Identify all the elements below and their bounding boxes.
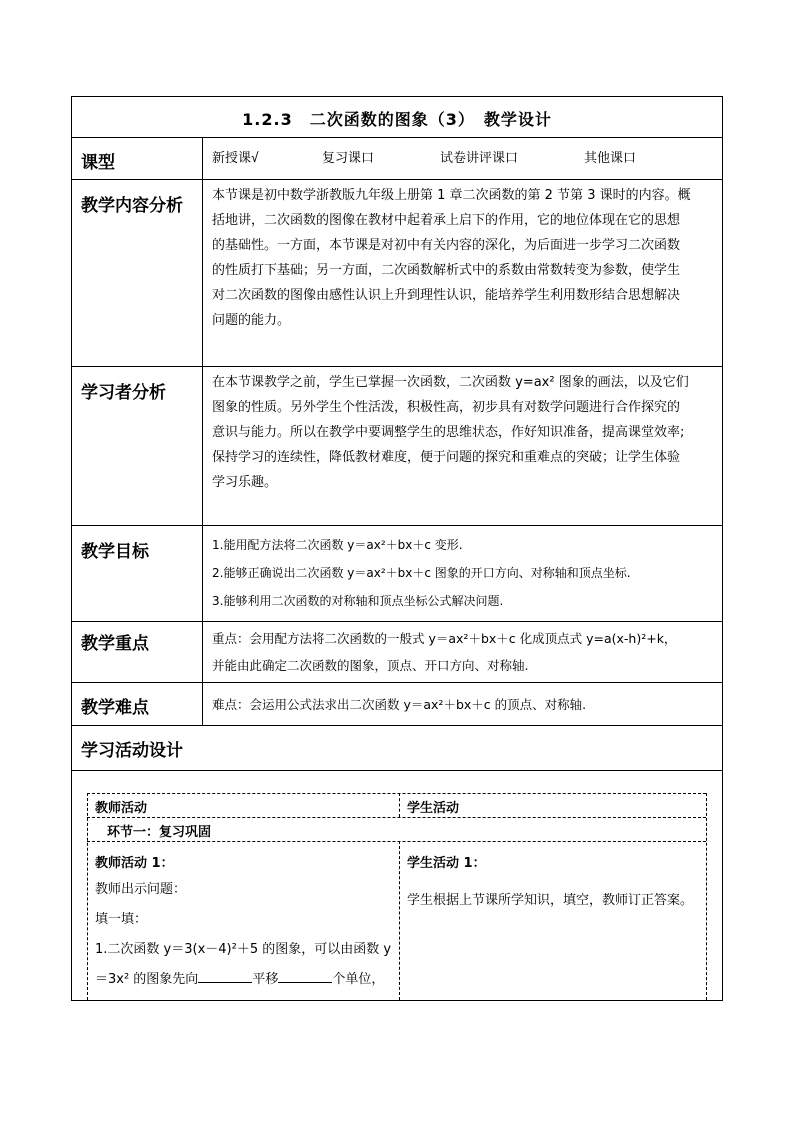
key-points-label: 教学重点 bbox=[81, 634, 149, 654]
text-line: 括地讲，二次函数的图像在教材中起着承上启下的作用，它的地位体现在它的思想 bbox=[212, 213, 681, 228]
difficulties-label: 教学难点 bbox=[81, 698, 149, 718]
activity-table bbox=[87, 793, 707, 1000]
text-line: 本节课是初中数学浙教版九年级上册第 1 章二次函数的第 2 节第 3 课时的内容。概 bbox=[212, 188, 691, 203]
teaching-goals-label-cell bbox=[72, 526, 203, 621]
learner-analysis-row bbox=[72, 367, 722, 526]
key-points-text bbox=[212, 625, 714, 679]
learner-analysis-label-cell bbox=[72, 367, 203, 525]
lesson-plan-table bbox=[71, 96, 723, 1001]
student-activity-text: 学生根据上节课所学知识，填空，教师订正答案。 bbox=[407, 893, 694, 908]
goal-item: 1.能用配方法将二次函数 y＝ax²＋bx＋c 变形. bbox=[212, 538, 463, 552]
teacher-activity-body bbox=[95, 875, 395, 995]
content-analysis-label-cell bbox=[72, 180, 203, 366]
teacher-activity-title: 教师活动 1： bbox=[95, 856, 174, 871]
text-line: 意识与能力。所以在教学中要调整学生的思维状态，作好知识准备，提高课堂效率; bbox=[212, 425, 685, 440]
option-test-review-lesson: 试卷讲评课口 bbox=[440, 151, 519, 166]
text-line: 学习乐趣。 bbox=[212, 475, 278, 490]
divider bbox=[87, 841, 706, 842]
answer-blank bbox=[198, 970, 252, 983]
learner-analysis-text bbox=[212, 370, 714, 495]
text-line: 对二次函数的图像由感性认识上升到理性认识，能培养学生利用数形结合思想解决 bbox=[212, 288, 681, 303]
answer-blank bbox=[278, 970, 332, 983]
text-line: 的基础性。一方面，本节课是对初中有关内容的深化，为后面进一步学习二次函数 bbox=[212, 238, 681, 253]
course-type-label: 课型 bbox=[81, 153, 115, 173]
page-title: 1.2.3 二次函数的图象（3） 教学设计 bbox=[242, 110, 552, 129]
question-text: 平移 bbox=[252, 972, 279, 987]
content-analysis-text bbox=[212, 183, 714, 333]
course-type-row bbox=[72, 138, 722, 180]
option-new-lesson: 新授课√ bbox=[212, 151, 259, 166]
teaching-goals-text bbox=[212, 531, 714, 615]
question-text: ＝3x² 的图象先向 bbox=[95, 972, 199, 987]
goal-item: 2.能够正确说出二次函数 y＝ax²＋bx＋c 图象的开口方向、对称轴和顶点坐标. bbox=[212, 566, 631, 580]
difficulties-row bbox=[72, 683, 722, 726]
divider bbox=[87, 793, 88, 1000]
learner-analysis-label: 学习者分析 bbox=[81, 383, 166, 403]
title-row bbox=[72, 97, 722, 138]
goal-item: 3.能够利用二次函数的对称轴和顶点坐标公式解决问题. bbox=[212, 594, 504, 608]
student-activity-header: 学生活动 bbox=[407, 801, 460, 816]
activity-design-row bbox=[72, 726, 722, 771]
divider bbox=[399, 793, 400, 817]
activity-design-label: 学习活动设计 bbox=[81, 741, 183, 761]
key-points-row bbox=[72, 622, 722, 683]
option-review-lesson: 复习课口 bbox=[322, 151, 375, 166]
content-analysis-label: 教学内容分析 bbox=[81, 196, 183, 216]
section-title: 环节一：复习巩固 bbox=[107, 825, 212, 840]
course-type-label-cell bbox=[72, 138, 203, 179]
question-line-2 bbox=[95, 965, 395, 995]
difficulties-label-cell bbox=[72, 683, 203, 725]
difficulties-text bbox=[212, 692, 714, 717]
divider bbox=[87, 817, 706, 818]
text-line: 教师出示问题： bbox=[95, 882, 187, 897]
divider bbox=[706, 793, 707, 1000]
text-line: 填一填： bbox=[95, 912, 148, 927]
teacher-activity-header: 教师活动 bbox=[95, 801, 148, 816]
teaching-goals-row bbox=[72, 526, 722, 622]
text-line: 图象的性质。另外学生个性活泼，积极性高，初步具有对数学问题进行合作探究的 bbox=[212, 400, 681, 415]
text-line: 难点：会运用公式法求出二次函数 y＝ax²＋bx＋c 的顶点、对称轴. bbox=[212, 697, 587, 712]
text-line: 并能由此确定二次函数的图象，顶点、开口方向、对称轴. bbox=[212, 658, 529, 673]
content-analysis-row bbox=[72, 180, 722, 367]
question-text: 个单位， bbox=[332, 972, 385, 987]
text-line: 在本节课教学之前，学生已掌握一次函数，二次函数 y=ax² 图象的画法，以及它们 bbox=[212, 375, 689, 390]
text-line: 重点：会用配方法将二次函数的一般式 y＝ax²＋bx＋c 化成顶点式 y=a(x-h)²+k， bbox=[212, 631, 677, 646]
option-other-lesson: 其他课口 bbox=[584, 151, 637, 166]
student-activity-title: 学生活动 1： bbox=[407, 856, 486, 871]
teaching-goals-label: 教学目标 bbox=[81, 542, 149, 562]
text-line: 的性质打下基础；另一方面，二次函数解析式中的系数由常数转变为参数，使学生 bbox=[212, 263, 681, 278]
question-line-1: 1.二次函数 y＝3(x－4)²＋5 的图象，可以由函数 y bbox=[95, 942, 392, 957]
text-line: 问题的能力。 bbox=[212, 313, 291, 328]
text-line: 保持学习的连续性，降低教材难度，便于问题的探究和重难点的突破；让学生体验 bbox=[212, 450, 681, 465]
key-points-label-cell bbox=[72, 622, 203, 682]
divider bbox=[87, 793, 706, 794]
divider bbox=[399, 841, 400, 1000]
